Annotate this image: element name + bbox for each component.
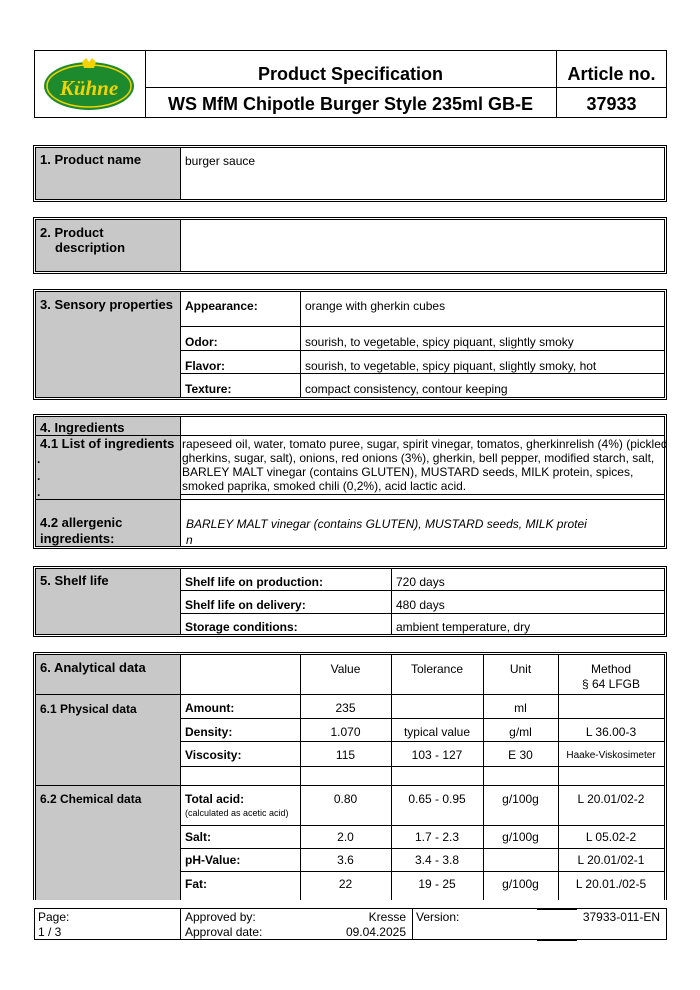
product-name-value: burger sauce <box>185 154 256 168</box>
dot-marker: . <box>37 485 41 499</box>
spec-title: Product Specification <box>257 64 444 84</box>
sensory-value: sourish, to vegetable, spicy piquant, slightly smoky <box>305 335 574 349</box>
ingredients-line: rapeseed oil, water, tomato puree, sugar, spirit vinegar, tomatos, gherkinrelish (4%) (pickled <box>182 437 668 451</box>
footer-version-value: 37933-011-EN <box>582 910 660 924</box>
table-row-key: Viscosity: <box>185 748 242 762</box>
table-cell: 235 <box>335 701 356 715</box>
table-cell: 1.7 - 2.3 <box>414 830 460 844</box>
col-header-tolerance: Tolerance <box>410 662 464 676</box>
ingredients-line: gherkins, sugar, salt), onions, red onions (3%), gherkin, bell pepper, modified starch, salt, <box>182 451 655 465</box>
sensory-value: compact consistency, contour keeping <box>305 382 508 396</box>
sensory-key: Odor: <box>185 335 218 349</box>
footer-page-label: Page: <box>38 910 70 924</box>
table-row-key: Salt: <box>185 830 212 844</box>
product-description-label: 2. Product <box>40 225 104 240</box>
product-name-label: 1. Product name <box>40 152 142 167</box>
col-header-method-2: § 64 LFGB <box>581 677 641 691</box>
table-row-key: Density: <box>185 725 233 739</box>
shelf-key: Shelf life on delivery: <box>185 598 306 612</box>
col-header-value: Value <box>330 662 361 676</box>
kuehne-logo <box>42 56 136 112</box>
product-title: WS MfM Chipotle Burger Style 235ml GB-E <box>167 94 534 114</box>
table-cell: 0.65 - 0.95 <box>408 792 466 806</box>
table-cell: ml <box>514 701 527 715</box>
analytical-label: 6. Analytical data <box>40 660 146 675</box>
shelf-life-label: 5. Shelf life <box>40 573 109 588</box>
table-cell: 115 <box>335 748 356 762</box>
table-cell: g/100g <box>502 830 539 844</box>
footer-date-value: 09.04.2025 <box>345 925 406 939</box>
table-cell: 103 - 127 <box>411 748 463 762</box>
table-cell: 0.80 <box>333 792 358 806</box>
sensory-key: Texture: <box>185 382 232 396</box>
acid-note: (calculated as acetic acid) <box>185 808 289 818</box>
dot-marker: . <box>37 469 41 483</box>
table-cell: L 20.01./02-5 <box>575 877 647 891</box>
footer-date-label: Approval date: <box>185 925 263 939</box>
ingredients-line: smoked paprika, smoked chili (0,2%), acid lactic acid. <box>182 479 467 493</box>
footer-approved-label: Approved by: <box>185 910 256 924</box>
svg-text:Kühne: Kühne <box>59 76 119 100</box>
table-cell: 3.4 - 3.8 <box>414 853 460 867</box>
table-cell: g/100g <box>502 877 539 891</box>
footer-page-value: 1 / 3 <box>38 925 62 939</box>
table-cell: Haake-Viskosimeter <box>566 750 656 761</box>
shelf-value: ambient temperature, dry <box>396 620 531 634</box>
table-cell: 2.0 <box>337 830 354 844</box>
product-description-label-2: description <box>55 240 126 255</box>
table-row-key: Total acid: <box>185 792 245 806</box>
table-row-key: Fat: <box>185 877 207 891</box>
article-number: 37933 <box>586 94 637 114</box>
table-cell: g/ml <box>509 725 532 739</box>
allergenic-label: 4.2 allergenic <box>40 515 123 530</box>
table-cell: 1.070 <box>330 725 361 739</box>
table-cell: L 05.02-2 <box>585 830 637 844</box>
table-row-key: Amount: <box>185 701 235 715</box>
table-cell: 3.6 <box>337 853 354 867</box>
shelf-key: Storage conditions: <box>185 620 298 634</box>
table-cell: 22 <box>338 877 353 891</box>
footer-version-label: Version: <box>416 910 460 924</box>
sensory-value: orange with gherkin cubes <box>305 299 446 313</box>
sensory-key: Flavor: <box>185 359 226 373</box>
table-cell: g/100g <box>502 792 539 806</box>
shelf-key: Shelf life on production: <box>185 575 323 589</box>
sensory-label: 3. Sensory properties <box>40 297 173 312</box>
table-cell: typical value <box>403 725 471 739</box>
table-cell: L 20.01/02-2 <box>577 792 645 806</box>
ingredients-line: BARLEY MALT vinegar (contains GLUTEN), MUSTARD seeds, MILK protein, spices, <box>182 465 634 479</box>
allergen-text-2: n <box>186 533 193 547</box>
shelf-value: 720 days <box>396 575 445 589</box>
table-cell: E 30 <box>508 748 533 762</box>
sensory-value: sourish, to vegetable, spicy piquant, slightly smoky, hot <box>305 359 597 373</box>
article-label: Article no. <box>567 64 656 84</box>
allergenic-label-2: ingredients: <box>40 531 115 546</box>
table-cell: L 36.00-3 <box>585 725 637 739</box>
table-cell: L 20.01/02-1 <box>577 853 645 867</box>
shelf-value: 480 days <box>396 598 445 612</box>
col-header-unit: Unit <box>509 662 532 676</box>
allergen-text: BARLEY MALT vinegar (contains GLUTEN), MUSTARD seeds, MILK protei <box>186 517 587 531</box>
ingredients-list-label: 4.1 List of ingredients <box>40 436 175 451</box>
chemical-data-label: 6.2 Chemical data <box>40 792 142 806</box>
col-header-method: Method <box>590 662 632 676</box>
dot-marker: . <box>37 452 41 466</box>
physical-data-label: 6.1 Physical data <box>40 702 137 716</box>
table-cell: 19 - 25 <box>418 877 456 891</box>
table-row-key: pH-Value: <box>185 853 241 867</box>
sensory-key: Appearance: <box>185 299 258 313</box>
footer-approved-value: Kresse <box>368 910 406 924</box>
ingredients-label: 4. Ingredients <box>40 420 125 435</box>
